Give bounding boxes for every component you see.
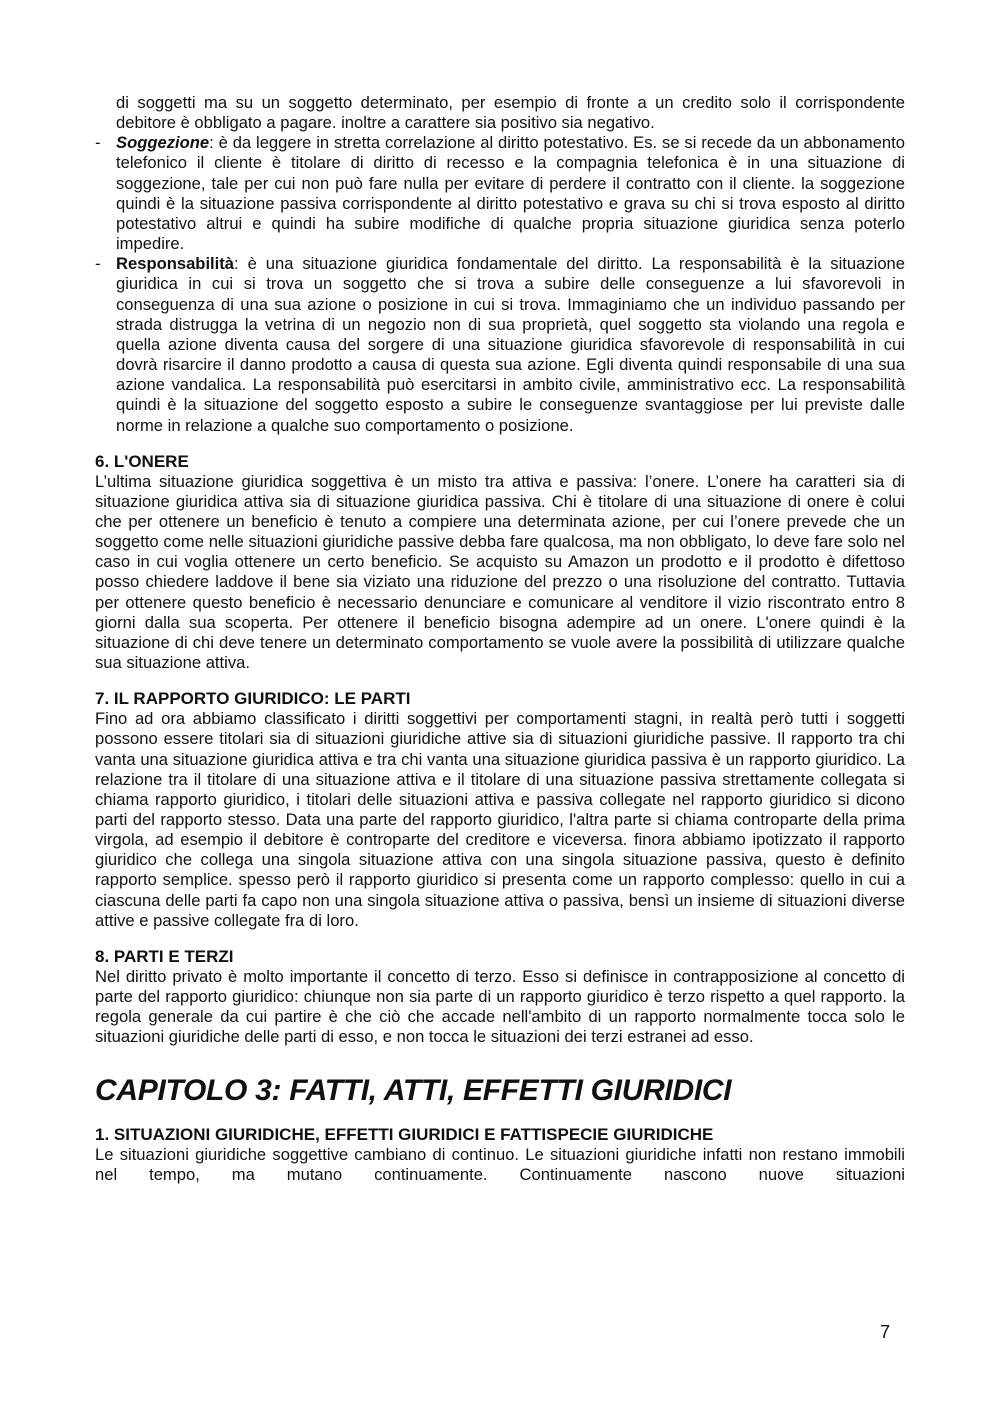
section-heading: 7. IL RAPPORTO GIURIDICO: LE PARTI (95, 689, 411, 709)
section-body: Nel diritto privato è molto importante il concetto di terzo. Esso si definisce in contrapposizione al concetto di parte del rapporto giuridico: chiunque non sia parte di un rapporto giuridico è terzo rispetto a quel rapporto. la regola generale da cui partire è che ciò che accade nell'ambito di un rapporto normalmente tocca solo le situazioni giuridiche delle parti di esso, e non tocca le situazioni dei terzi estranei ad esso. (95, 966, 905, 1047)
term-responsabilita: Responsabilità (116, 254, 235, 274)
section-body: Le situazioni giuridiche soggettive cambiano di continuo. Le situazioni giuridiche infatti non restano immobili nel tempo, ma mutano continuamente. Continuamente nascono nuove situazioni (95, 1144, 905, 1184)
list-item-responsabilita (95, 254, 905, 435)
section-heading: 1. SITUAZIONI GIURIDICHE, EFFETTI GIURIDICI E FATTISPECIE GIURIDICHE (95, 1124, 714, 1144)
list-item-soggezione (95, 133, 905, 254)
chapter-title: CAPITOLO 3: FATTI, ATTI, EFFETTI GIURIDICI (95, 1073, 732, 1107)
page-number: 7 (880, 1322, 891, 1342)
section-heading: 6. L'ONERE (95, 451, 189, 471)
section-body: Fino ad ora abbiamo classificato i diritti soggettivi per comportamenti stagni, in realtà però tutti i soggetti possono essere titolari sia di situazioni giuridiche attive sia di situazioni giuridiche passive. Il rapporto tra chi vanta una situazione giuridica attiva e tra chi vanta una situazione giuridica passiva è un rapporto giuridico. La relazione tra il titolare di una situazione attiva e il titolare di una situazione passiva strettamente collegata si chiama rapporto giuridico, i titolari delle situazioni attiva e passiva collegate nel rapporto giuridico si dicono parti del rapporto stesso. Data una parte del rapporto giuridico, l'altra parte si chiama controparte della prima virgola, ad esempio il debitore è controparte del creditore e viceversa. finora abbiamo ipotizzato il rapporto giuridico che collega una singola situazione attiva con una singola situazione passiva, questo è definito rapporto semplice. spesso però il rapporto giuridico si presenta come un rapporto complesso: quello in cui a ciascuna delle parti fa capo non una singola situazione attiva o passiva, bensì un insieme di situazioni diverse attive e passive collegate fra di loro. (95, 709, 905, 930)
list-item-text: : è da leggere in stretta correlazione al diritto potestativo. Es. se si recede da un abbonamento telefonico il cliente è titolare di diritto di recesso e la compagnia telefonica è in una situazione di soggezione, tale per cui non può fare nulla per evitare di perdere il contratto con il cliente. la soggezione quindi è la situazione passiva corrispondente al diritto potestativo e grava su chi si trova esposto al diritto potestativo altrui e quindi ha subire modifiche di qualche propria situazione giuridica senza poterlo impedire. (116, 133, 905, 254)
continuation-paragraph: di soggetti ma su un soggetto determinato, per esempio di fronte a un credito solo il corrispondente debitore è obbligato a pagare. inoltre a carattere sia positivo sia negativo. (116, 93, 905, 133)
list-dash: - (95, 254, 101, 274)
section-rapporto-giuridico (95, 688, 905, 931)
list-dash: - (95, 133, 101, 153)
section-parti-e-terzi (95, 946, 905, 1048)
section-body: L’ultima situazione giuridica soggettiva è un misto tra attiva e passiva: l’onere. L’onere ha caratteri sia di situazione giuridica attiva sia di situazione giuridica passiva. Chi è titolare di una situazione di onere è colui che per ottenere un beneficio è tenuto a compiere una determinata azione, per cui l’onere prevede che un soggetto come nelle situazioni giuridiche passive debba fare qualcosa, ma non obbligato, lo deve fare solo nel caso in cui voglia ottenere un certo beneficio. Se acquisto su Amazon un prodotto e il prodotto è difettoso posso chiedere laddove il bene sia viziato una riduzione del prezzo o una risoluzione del contratto. Tuttavia per ottenere questo beneficio è necessario denunciare e comunicare al venditore il vizio riscontrato entro 8 giorni dalla sua scoperta. Per ottenere il beneficio bisogna adempire ad un onere. L'onere quindi è la situazione di chi deve tenere un determinato comportamento se vuole avere la possibilità di utilizzare qualche sua situazione attiva. (95, 471, 905, 673)
term-soggezione: Soggezione (116, 133, 210, 153)
chapter-heading-block (95, 1072, 905, 1110)
list-item-text: : è una situazione giuridica fondamentale del diritto. La responsabilità è la situazione giuridica in cui si trova un soggetto che si trova a subire delle conseguenze a lui sfavorevoli in conseguenza di una sua azione o posizione in cui si trova. Immaginiamo che un individuo passando per strada distrugga la vetrina di un negozio non di sua proprietà, quel soggetto sta violando una regola e quella azione diventa causa del sorgere di una situazione giuridica sfavorevole di responsabilità in cui dovrà risarcire il danno prodotto a causa di questa sua azione. Egli diventa quindi responsabile di una sua azione vandalica. La responsabilità può esercitarsi in ambito civile, amministrativo ecc. La responsabilità quindi è la situazione del soggetto esposto a subire le conseguenze svantaggiose per lui previste dalle norme in relazione a qualche suo comportamento o posizione. (116, 254, 905, 435)
section-onere (95, 451, 905, 674)
section-heading: 8. PARTI E TERZI (95, 946, 234, 966)
document-page (95, 93, 905, 1185)
situations-list (95, 133, 905, 435)
section-situazioni-giuridiche (95, 1124, 905, 1185)
